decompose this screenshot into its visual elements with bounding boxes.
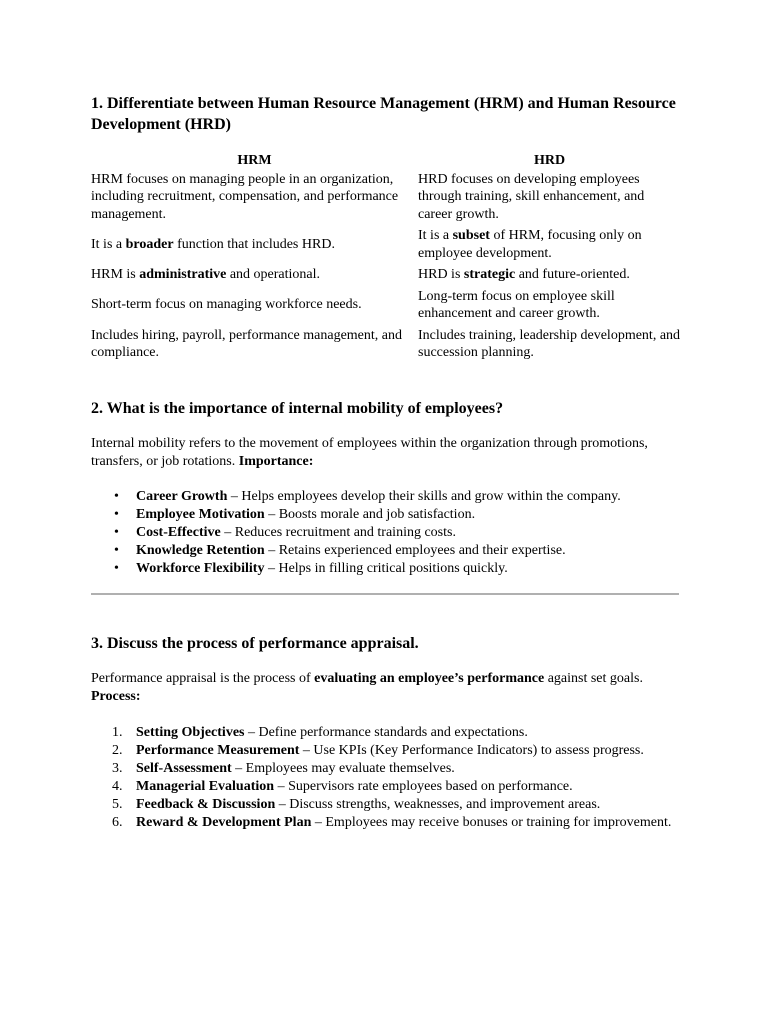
list-item: 1. Setting Objectives – Define performance standards and expectations.: [112, 725, 528, 740]
bullet-icon: •: [114, 507, 119, 522]
table-cell-hrd: Includes training, leadership development, and succession planning.: [418, 327, 681, 360]
question-1-heading: 1. Differentiate between Human Resource Management (HRM) and Human Resource Development (HRD): [91, 95, 676, 133]
internal-mobility-intro: Internal mobility refers to the movement of employees within the organization through promotions, transfers, or job rotations. Importance:: [91, 436, 648, 469]
table-cell-hrd: Long-term focus on employee skill enhancement and career growth.: [418, 288, 615, 321]
list-item: 5. Feedback & Discussion – Discuss strengths, weaknesses, and improvement areas.: [112, 797, 601, 812]
step-number: 3.: [112, 761, 123, 776]
list-item: • Employee Motivation – Boosts morale and job satisfaction.: [114, 507, 476, 522]
table-header-hrd: HRD: [533, 153, 566, 168]
question-2-heading: 2. What is the importance of internal mobility of employees?: [91, 400, 504, 417]
list-item: 4. Managerial Evaluation – Supervisors rate employees based on performance.: [112, 779, 573, 794]
table-row: [91, 288, 681, 327]
table-cell-hrm: Short-term focus on managing workforce needs.: [91, 297, 362, 313]
list-item: 3. Self-Assessment – Employees may evaluate themselves.: [112, 761, 455, 776]
list-item: • Workforce Flexibility – Helps in filling critical positions quickly.: [114, 561, 508, 576]
list-item: • Career Growth – Helps employees develop their skills and grow within the company.: [114, 489, 621, 504]
hrm-hrd-comparison-table: [91, 152, 681, 366]
list-item: • Knowledge Retention – Retains experienced employees and their expertise.: [114, 543, 566, 558]
list-item: 6. Reward & Development Plan – Employees may receive bonuses or training for improvement.: [112, 815, 672, 830]
table-row: [91, 171, 681, 228]
step-number: 1.: [112, 725, 123, 740]
table-header-row: [91, 152, 681, 171]
table-row: [91, 327, 681, 366]
table-cell-hrd: HRD is strategic and future-oriented.: [418, 267, 630, 282]
table-cell-hrm: It is a broader function that includes HRD.: [91, 236, 335, 252]
process-steps-list: [91, 724, 681, 832]
importance-list: [91, 488, 696, 578]
list-item: 2. Performance Measurement – Use KPIs (Key Performance Indicators) to assess progress.: [112, 743, 644, 758]
bullet-icon: •: [114, 525, 119, 540]
table-cell-hrm: HRM is administrative and operational.: [91, 267, 321, 282]
table-cell-hrm: HRM focuses on managing people in an organization, including recruitment, compensation, and performance management.: [91, 171, 399, 222]
table-cell-hrm: Includes hiring, payroll, performance management, and compliance.: [91, 327, 402, 360]
bullet-icon: •: [114, 543, 119, 558]
step-number: 6.: [112, 815, 123, 830]
step-number: 2.: [112, 743, 123, 758]
bullet-icon: •: [114, 561, 119, 576]
list-item: • Cost-Effective – Reduces recruitment and training costs.: [114, 525, 456, 540]
step-number: 4.: [112, 779, 123, 794]
section-divider: [91, 593, 679, 595]
bullet-icon: •: [114, 489, 119, 504]
performance-appraisal-intro: Performance appraisal is the process of evaluating an employee’s performance against set goals. Process:: [91, 671, 643, 704]
table-row: [91, 266, 681, 288]
table-header-hrm: HRM: [237, 153, 272, 168]
table-cell-hrd: It is a subset of HRM, focusing only on employee development.: [418, 228, 642, 261]
table-row: [91, 227, 681, 266]
question-3-heading: 3. Discuss the process of performance appraisal.: [91, 635, 419, 652]
table-cell-hrd: HRD focuses on developing employees through training, skill enhancement, and career growth.: [418, 171, 645, 222]
step-number: 5.: [112, 797, 123, 812]
